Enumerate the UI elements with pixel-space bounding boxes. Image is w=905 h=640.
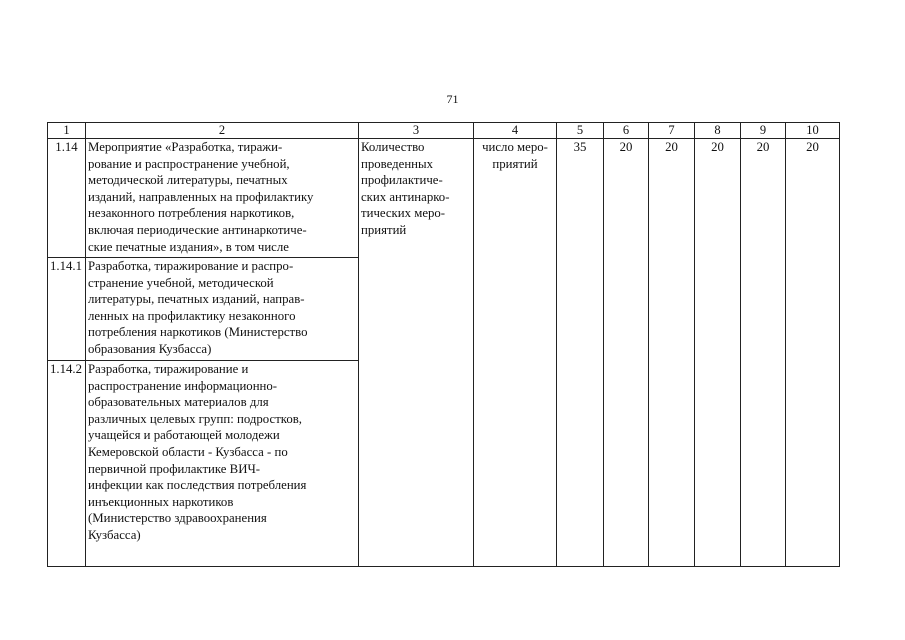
- description-line: ленных на профилактику незаконного: [88, 308, 296, 323]
- header-cell: 2: [86, 123, 359, 139]
- description-line: методической литературы, печатных: [88, 173, 288, 188]
- description-line: учащейся и работающей молодежи: [88, 428, 280, 443]
- description-line: Кемеровской области - Кузбасса - по: [88, 444, 288, 459]
- description-line: Разработка, тиражирование и распро-: [88, 259, 294, 273]
- header-cell: 1: [48, 123, 86, 139]
- description-line: литературы, печатных изданий, направ-: [88, 292, 305, 307]
- row-code: 1.14: [48, 139, 86, 258]
- description-line: Разработка, тиражирование и: [88, 362, 249, 376]
- row-description: [86, 139, 359, 258]
- header-cell: 7: [649, 123, 695, 139]
- header-cell: 5: [557, 123, 604, 139]
- description-line: распространение информационно-: [88, 378, 278, 393]
- description-line: образовательных материалов для: [88, 395, 269, 410]
- description-line: (Министерство здравоохранения: [88, 511, 267, 526]
- row-code: 1.14.1: [48, 258, 86, 361]
- indicator-line: ских антинарко-: [361, 189, 450, 204]
- header-cell: 8: [695, 123, 741, 139]
- value-cell: 35: [557, 139, 604, 567]
- indicator-line: Количество: [361, 140, 425, 154]
- row-description: [86, 361, 359, 567]
- header-cell: 3: [359, 123, 474, 139]
- row-description: [86, 258, 359, 361]
- indicator-line: тических меро-: [361, 206, 446, 221]
- value-cell: 20: [741, 139, 786, 567]
- table-row: [48, 139, 840, 258]
- header-cell: 6: [604, 123, 649, 139]
- description-line: незаконного потребления наркотиков,: [88, 206, 295, 221]
- value-cell: 20: [786, 139, 840, 567]
- unit-line: число меро-: [482, 140, 548, 154]
- description-line: странение учебной, методической: [88, 275, 274, 290]
- description-line: рование и распространение учебной,: [88, 156, 290, 171]
- page-number: 71: [446, 92, 459, 106]
- header-cell: 9: [741, 123, 786, 139]
- indicator-line: профилактиче-: [361, 173, 443, 188]
- header-cell: 4: [474, 123, 557, 139]
- indicator-line: приятий: [361, 222, 407, 237]
- value-cell: 20: [695, 139, 741, 567]
- unit-cell: [474, 139, 557, 567]
- indicator-cell: [359, 139, 474, 567]
- description-line: Мероприятие «Разработка, тиражи-: [88, 140, 283, 154]
- header-cell: 10: [786, 123, 840, 139]
- header-row: [48, 123, 840, 139]
- indicator-line: проведенных: [361, 156, 434, 171]
- description-line: Кузбасса): [88, 527, 141, 542]
- description-line: образования Кузбасса): [88, 341, 212, 356]
- value-cell: 20: [604, 139, 649, 567]
- description-line: потребления наркотиков (Министерство: [88, 325, 308, 340]
- description-line: первичной профилактике ВИЧ-: [88, 461, 261, 476]
- program-table: [47, 122, 840, 567]
- description-line: ские печатные издания», в том числе: [88, 239, 289, 254]
- unit-line: приятий: [492, 156, 538, 171]
- description-line: включая периодические антинаркотиче-: [88, 222, 307, 237]
- description-line: различных целевых групп: подростков,: [88, 411, 302, 426]
- description-line: изданий, направленных на профилактику: [88, 189, 314, 204]
- description-line: инфекции как последствия потребления: [88, 478, 307, 493]
- row-code: 1.14.2: [48, 361, 86, 567]
- description-line: инъекционных наркотиков: [88, 494, 234, 509]
- value-cell: 20: [649, 139, 695, 567]
